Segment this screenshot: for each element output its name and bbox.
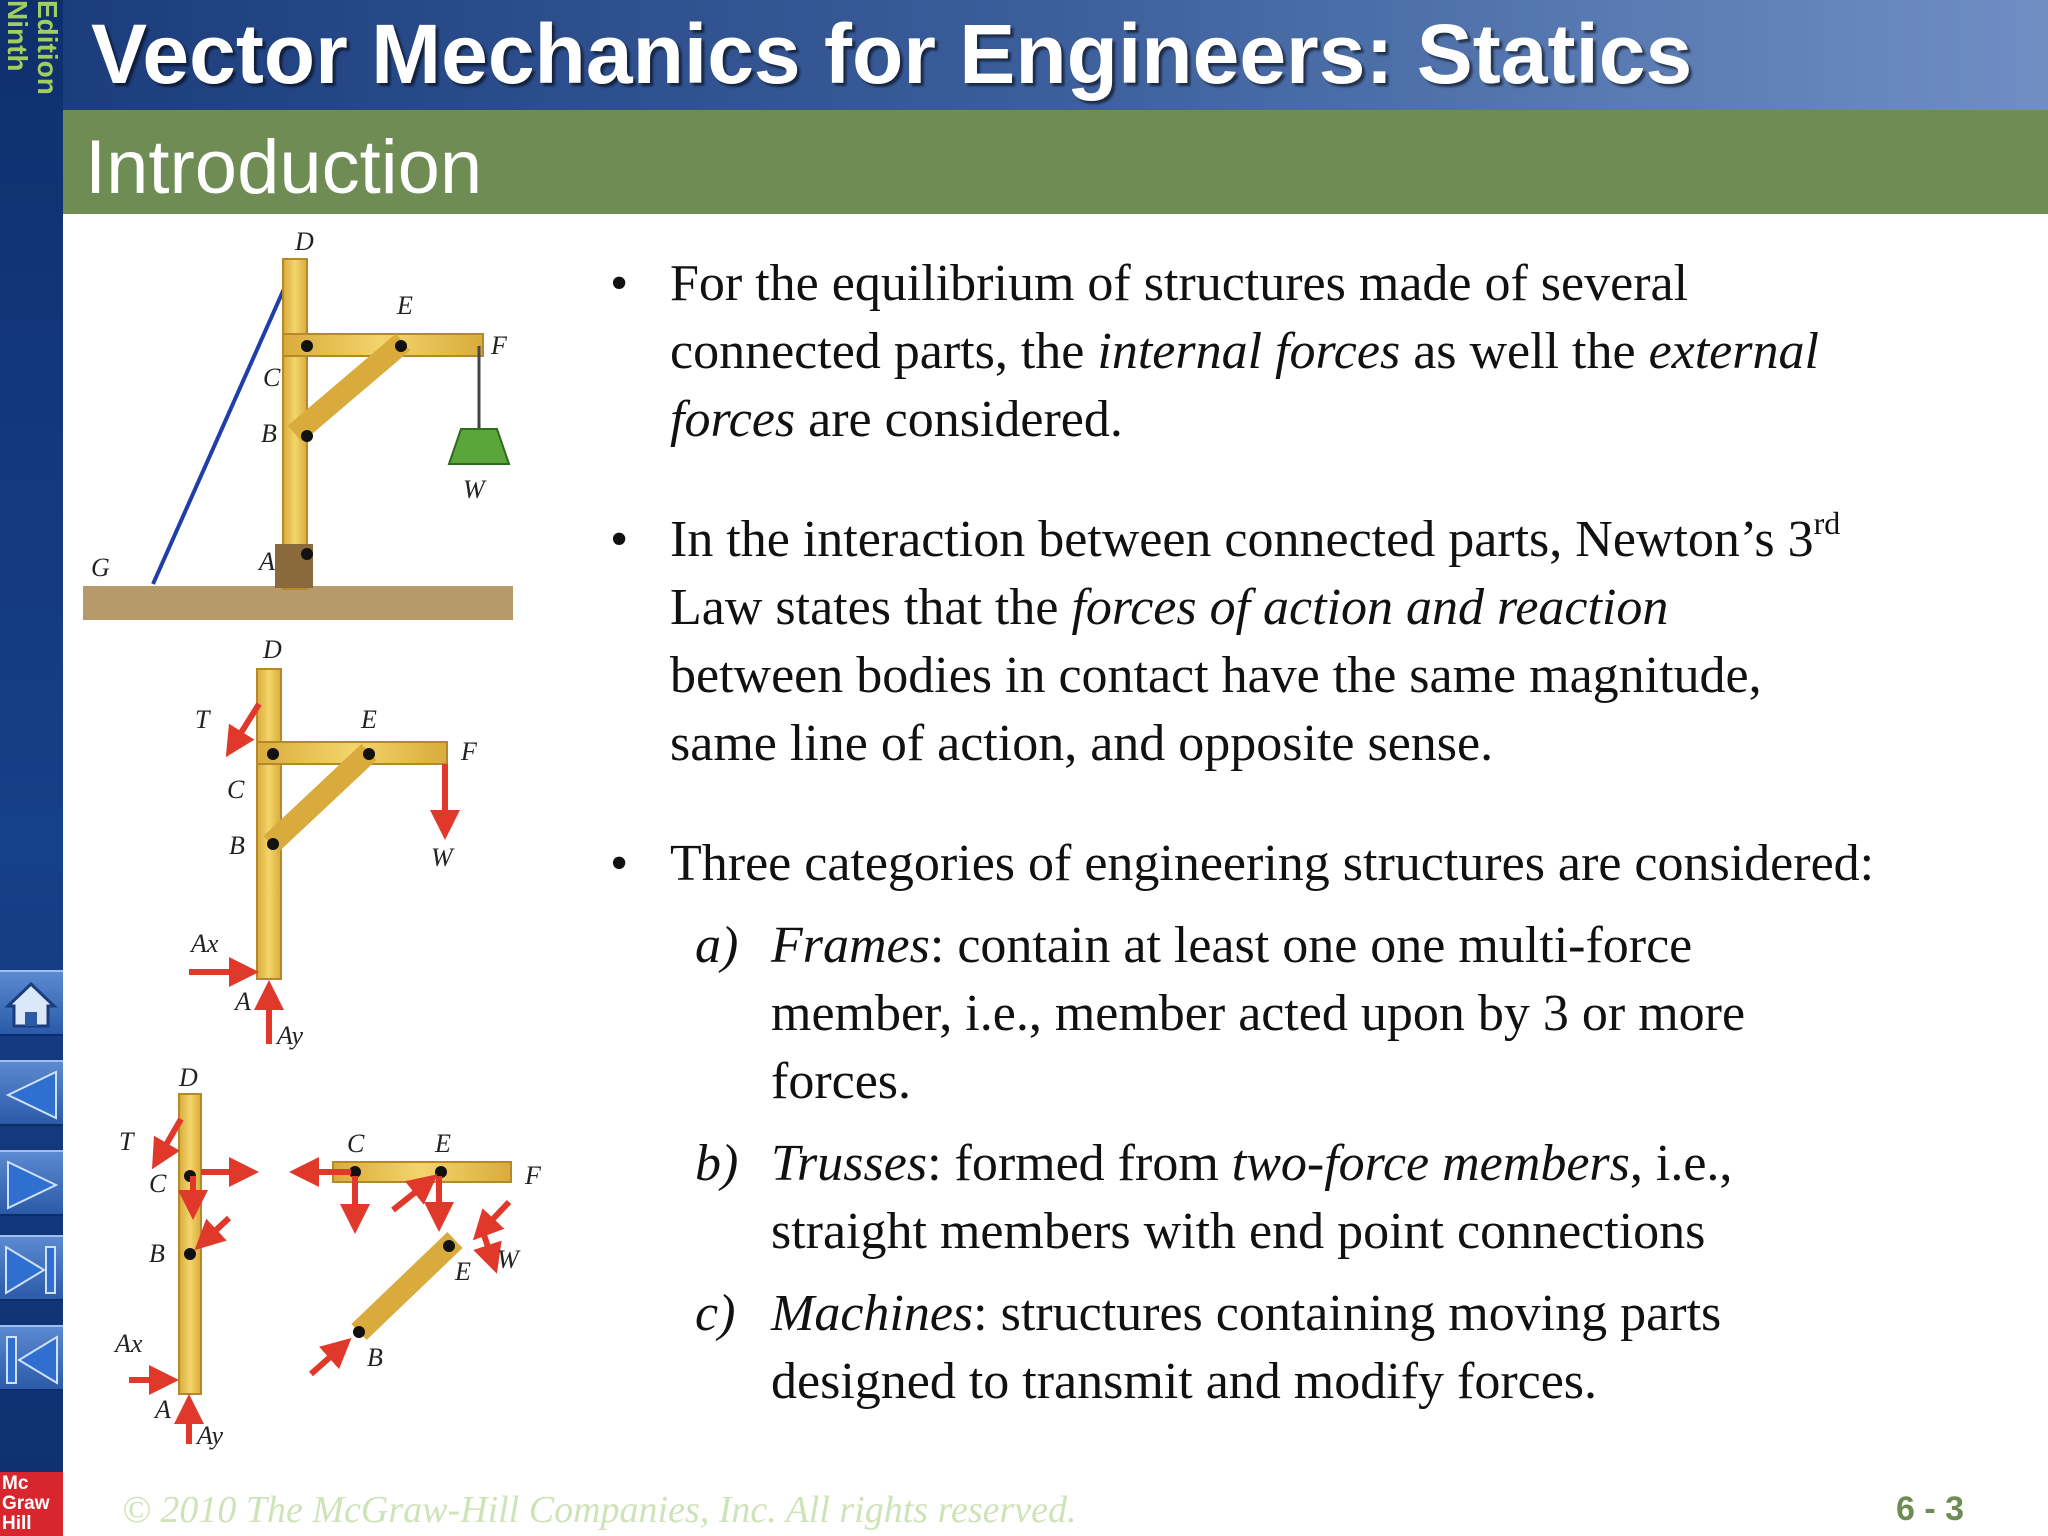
label-t-bot: T [119, 1127, 134, 1156]
label-e-mid: E [361, 705, 377, 734]
bullet2-line2 [670, 574, 1668, 642]
last-icon [0, 1237, 63, 1303]
separated-members [113, 1063, 542, 1450]
home-button[interactable] [0, 970, 63, 1036]
previous-icon [0, 1062, 63, 1128]
label-a-top: A [259, 547, 275, 576]
label-f-mid: F [461, 737, 477, 766]
subitem-b-text2: , i.e., [1629, 1135, 1733, 1192]
label-b2-bot: B [367, 1343, 383, 1372]
next-button[interactable] [0, 1150, 63, 1216]
title-banner [63, 0, 2048, 110]
subitem-a-line1 [771, 912, 1692, 980]
logo-line2: Graw [2, 1493, 50, 1514]
label-w-top: W [463, 475, 485, 504]
bullet2-action-reaction: forces of action and reaction [1071, 579, 1669, 636]
edition-line2: Edition [32, 0, 63, 95]
label-f-top: F [491, 331, 507, 360]
last-button[interactable] [0, 1235, 63, 1301]
label-c-top: C [263, 363, 281, 392]
subitem-c-label: c) [695, 1285, 736, 1342]
first-button[interactable] [0, 1325, 63, 1391]
edition-label [0, 0, 63, 120]
label-ax-mid: Ax [191, 929, 219, 958]
subitem-b-term: Trusses [771, 1135, 928, 1192]
label-d-bot: D [179, 1063, 198, 1092]
subitem-c-line1 [771, 1280, 1721, 1348]
bullet2-text-b: Law states that the [670, 579, 1072, 636]
bullet-dot: • [610, 255, 629, 312]
bullet1-text-b: as well the [1400, 323, 1649, 380]
logo-line1: Mc [2, 1473, 29, 1494]
bullet1-line1: For the equilibrium of structures made of several [670, 255, 1689, 312]
bullet2-line4: same line of action, and opposite sense. [670, 715, 1494, 772]
free-body-frame [189, 635, 478, 1050]
subitem-c-line2: designed to transmit and modify forces. [771, 1353, 1598, 1410]
assembled-frame [83, 227, 513, 620]
bullet2-superscript: rd [1813, 505, 1841, 541]
bullet1-line2 [670, 318, 1819, 386]
bullet1-text-c: are considered. [795, 391, 1123, 448]
subitem-a-label: a) [695, 917, 739, 974]
slide-title: Vector Mechanics for Engineers: Statics [91, 7, 1693, 101]
label-w-bot: W [497, 1245, 519, 1274]
bullet1-line3 [670, 386, 1123, 454]
mcgraw-hill-logo [0, 1472, 63, 1536]
previous-button[interactable] [0, 1060, 63, 1126]
section-title: Introduction [85, 125, 483, 210]
label-ay-bot: Ay [197, 1421, 223, 1450]
bullet2-line3: between bodies in contact have the same magnitude, [670, 647, 1762, 704]
label-e-top: E [397, 291, 413, 320]
subitem-b-two-force: two-force members [1231, 1135, 1630, 1192]
subitem-b-text1: : formed from [927, 1135, 1232, 1192]
label-t-mid: T [195, 705, 210, 734]
label-f-bot: F [525, 1161, 541, 1190]
label-b-top: B [261, 419, 277, 448]
subitem-b-line1 [771, 1130, 1732, 1198]
subitem-a-term: Frames [771, 917, 930, 974]
bullet3-line1: Three categories of engineering structures are considered: [670, 835, 1875, 892]
subitem-b-label: b) [695, 1135, 739, 1192]
label-ax-bot: Ax [115, 1329, 143, 1358]
label-d-top: D [295, 227, 314, 256]
subitem-b-line2: straight members with end point connections [771, 1203, 1706, 1260]
bullet1-text-a: connected parts, the [670, 323, 1098, 380]
home-icon [0, 972, 63, 1038]
subitem-c-text1: : structures containing moving parts [973, 1285, 1722, 1342]
bullet1-forces: forces [670, 391, 796, 448]
label-b-bot: B [149, 1239, 165, 1268]
bullet2-line1 [670, 506, 1840, 574]
subitem-c-term: Machines [771, 1285, 974, 1342]
subitem-a-text1: : contain at least one one multi-force [929, 917, 1693, 974]
section-banner [63, 110, 2048, 214]
next-icon [0, 1152, 63, 1218]
page-number: 6 - 3 [1896, 1490, 1965, 1528]
label-c2-bot: C [347, 1129, 365, 1158]
label-d-mid: D [263, 635, 282, 664]
frame-diagram [63, 214, 593, 1474]
label-a-bot: A [155, 1395, 171, 1424]
label-w-mid: W [431, 843, 453, 872]
label-a-mid: A [235, 987, 251, 1016]
label-b-mid: B [229, 831, 245, 860]
bullet1-internal-forces: internal forces [1097, 323, 1401, 380]
label-c-bot: C [149, 1169, 167, 1198]
bullet1-external: external [1648, 323, 1819, 380]
subitem-a-line2: member, i.e., member acted upon by 3 or more [771, 985, 1746, 1042]
bullet2-text-a: In the interaction between connected parts, Newton’s 3 [670, 511, 1814, 568]
label-g-top: G [91, 553, 110, 582]
label-c-mid: C [227, 775, 245, 804]
bullet-dot: • [610, 835, 629, 892]
left-strip [0, 0, 63, 1536]
label-e3-bot: E [455, 1257, 471, 1286]
label-e2-bot: E [435, 1129, 451, 1158]
label-ay-mid: Ay [277, 1021, 303, 1050]
copyright-notice: © 2010 The McGraw-Hill Companies, Inc. All rights reserved. [122, 1489, 1077, 1531]
first-icon [0, 1327, 63, 1393]
bullet-dot: • [610, 511, 629, 568]
edition-line1: Ninth [2, 0, 33, 72]
logo-line3: Hill [2, 1513, 32, 1534]
subitem-a-line3: forces. [771, 1053, 912, 1110]
